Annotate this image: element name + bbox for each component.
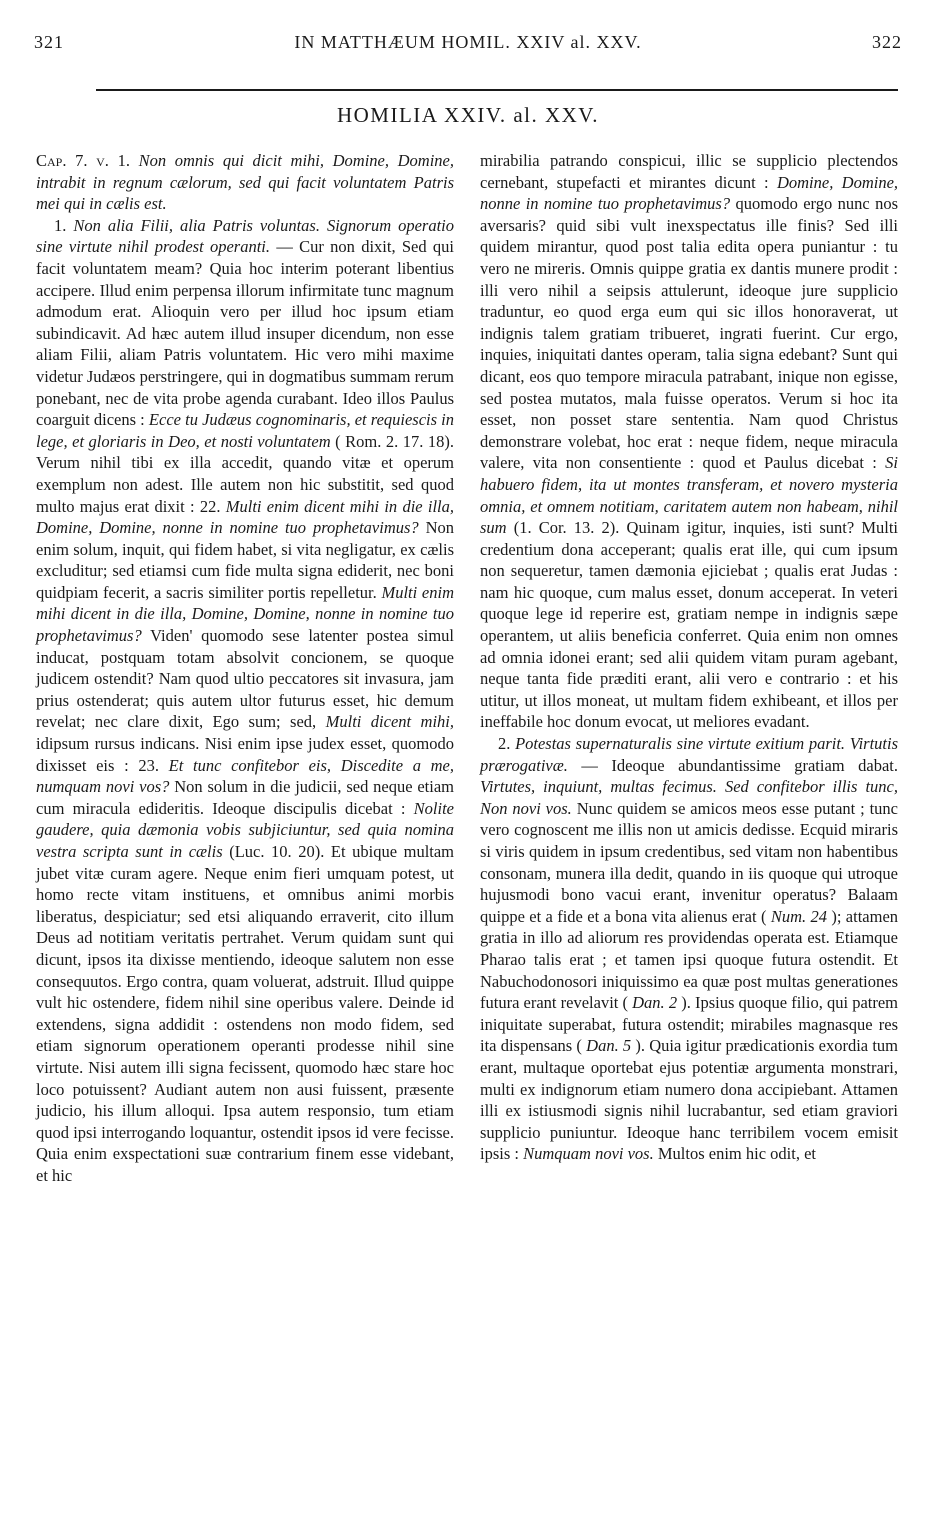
scripture-ref: Dan. 5 — [586, 1036, 632, 1056]
scripture-quote: Numquam novi vos. — [523, 1144, 654, 1164]
right-column — [480, 150, 898, 1165]
body-text: ). Quia igitur prædicationis exordia tum erant, multaque oportebat ejus potentiæ argumenta monstrari, multi ex indignorum etiam numero dona accipiebant. Attamen illi ex istiusmodi signis nihil lucrabantur, sed etiam graviori supplicio puniuntur. Ideoque hanc terribilem vocem emisit ipsis : — [480, 1036, 899, 1164]
continued-paragraph — [480, 150, 898, 733]
body-text: Nunc quidem se amicos meos esse putant ; tunc vero cognoscent me illis non ut amicis dedisse. Ecquid miraris si viris quidem in ipsum credentibus, sed vitam non habentibus consonam, munera illa dedit, quando in iis quoque qui utroque hujusmodi bono vacui erant, invenitur operatus? Balaam quippe et a fide et a bona vita alienus erat ( — [480, 798, 898, 926]
scripture-quote: Si habuero fidem, ita ut montes transferam, et novero mysteria omnia, et omnem notitiam, caritatem autem non habeam, nihil sum — [480, 453, 899, 538]
section-paragraph-1 — [36, 215, 454, 1187]
body-text: Verum nihil tibi ex illa accedit, quando vitæ et operum exemplum non adest. Ille autem non hic substitit, sed quod multo majus erat dixit : 22. — [36, 453, 454, 516]
scripture-quote: Multi enim dicent mihi in die illa, Domine, Domine, nonne in nomine tuo prophetavimus? — [36, 496, 455, 538]
chapter-verse-ref: Cap. 7. v. 1. — [36, 151, 130, 170]
body-text: Viden' quomodo sese latenter postea simul inducat, postquam totam absolvit concionem, se quoque judicem ostendit? Nam quod ultio peccatores sit invasura, jam prius ostenderat; quis autem ultor futurus esset, hic demum revelat; nec clare dixit, Ego sum; sed, — [36, 626, 454, 732]
body-text: ). Ipsius quoque filio, qui patrem iniquitate superabat, futura ostendit; mirabiles magnasque res ita dispensans ( — [480, 993, 899, 1056]
scripture-quote: Multi enim mihi dicent in die illa, Domine, Domine, nonne in nomine tuo prophetavimus? — [36, 582, 455, 646]
scripture-ref: ( Rom. 2. 17. 18). — [335, 431, 454, 451]
scripture-quote: Multi dicent mihi, — [325, 712, 454, 732]
lemma-text: Non omnis qui dicit mihi, Domine, Domine, intrabit in regnum cælorum, sed qui facit voluntatem Patris mei qui in cælis est. — [36, 151, 455, 214]
body-text: quomodo ergo nunc nos aversaris? quid sibi vult inexspectatus ille finis? Sed illi quidem mirantur, quod post talia edita opera puniantur : tu vero ne mireris. Omnis quippe gratia ex dantis munere prodit : illi vero nihil a seipsis attulerunt, ideoque jure supplicio traduntur, eo quod erga eum qui sic illos honoraverat, ut indignis talem gratiam tribueret, ingrati fuerint. Cur ergo, inquies, iniquitati dantes operam, talia signa edebant? Sunt qui dicant, eos quo tempore miracula patrabant, inique non egisse, sed postea mutatos, mala fuisse operatos. Verum si hoc ita esset, non posset stare sententia. Nam quod Christus demonstrare volebat, hoc erat : neque fidem, neque miracula valere, vita non consentiente : quod et Paulus dicebat : — [480, 194, 898, 473]
scripture-quote: Domine, Domine, nonne in nomine tuo prophetavimus? — [480, 172, 899, 214]
section-number: 2. — [498, 734, 511, 754]
running-head — [34, 32, 902, 60]
scripture-ref: (1. Cor. 13. 2). — [513, 518, 620, 538]
scripture-ref: (Luc. 10. 20). — [229, 842, 325, 861]
body-text: Multos enim hic odit, et — [657, 1144, 816, 1164]
body-text: Non enim solum, inquit, qui fidem habet, si vita negligatur, ex cælis excluditur; sed etiamsi cum fide multa signa ediderit, nec boni quidpiam fecerit, a sacris similiter portis repelletur. — [36, 518, 454, 602]
running-head-title: IN MATTHÆUM HOMIL. XXIV al. XXV. — [294, 32, 642, 52]
section-summary: Potestas supernaturalis sine virtute exitium parit. Virtutis prærogativæ. — [480, 734, 899, 775]
scripture-quote: Ecce tu Judæus cognominaris, et requiescis in lege, et gloriaris in Deo, et nosti voluntatem — [36, 410, 455, 451]
scripture-ref: Num. 24 — [770, 906, 827, 926]
homily-title: HOMILIA XXIV. al. XXV. — [336, 103, 600, 127]
left-column — [36, 150, 454, 1187]
page-number-left: 321 — [34, 32, 64, 52]
scripture-quote: Et tunc confitebor eis, Discedite a me, numquam novi vos? — [36, 755, 454, 797]
section-number: 1. — [54, 215, 67, 235]
section-summary: Non alia Filii, alia Patris voluntas. Signorum operatio sine virtute nihil prodest operanti. — [36, 215, 454, 257]
body-text: Non solum in die judicii, sed neque etiam cum miracula edideritis. Ideoque discipulis dicebat : — [36, 777, 455, 818]
section-paragraph-2 — [480, 733, 898, 1165]
body-text: — Ideoque abundantissime gratiam dabat. — [581, 755, 899, 775]
scripture-ref: Dan. 2 — [632, 993, 678, 1013]
lemma-paragraph — [36, 150, 454, 215]
scripture-quote: Virtutes, inquiunt, multas fecimus. Sed confitebor illis tunc, Non novi vos. — [480, 777, 898, 818]
page-number-right: 322 — [872, 32, 902, 52]
body-text: ); attamen gratia in illo ad aliorum res providendas operata est. Etiamque Pharao talis erat ; et tamen ipsi quoque futura ostendit. Et Nabuchodonosori iniquissimo ea quæ post multas generationes futura erant revelavit ( — [480, 906, 899, 1013]
body-text: idipsum rursus indicans. Nisi enim ipse judex esset, quomodo dixisset eis : 23. — [36, 734, 454, 775]
header-rule — [96, 89, 898, 91]
body-text: Quinam igitur, inquies, isti sunt? Multi credentium dona acceperant; qualis erat ille, qui cum ipsum non sequeretur, tamen dæmonia ejiciebat ; qualis erat Judas : nam hic quoque, cum malus esset, donum acceperat. In veteri quoque lege id reperire est, gratiam nempe in indignis sæpe operantem, ut aliis beneficia conferret. Quia enim non omnes ad omnia idonei erant; sed alii quidem vitam puram agebant, neque tanta fide præditi erant, alii vero e contrario : et his utitur, ut illos moneat, ut multam fidem exhibeant, et illos per ineffabile hoc donum evocat, ut meliores evadant. — [480, 518, 898, 732]
body-text: Et ubique multam jubet vitæ curam agere. Neque enim fieri umquam potest, ut homo recte vitam instituens, et omnibus animi morbis liberatus, despiciatur; sed etsi aliquando erraverit, cito illum Deus ad notitiam veritatis pertrahet. Verum quidam sunt qui dicunt, ipsos ita dixisse mentiendo, ideoque salutem non esse consequutos. Ergo contra, quam voluerat, adstruit. Illud quippe vult hic ostendere, fidem nihil sine operibus valere. Deinde id extendens, signa addidit : ostendens non modo fidem, sed etiam signorum operationem operanti prodesse nihil sine virtute. Nisi autem illi signa fecissent, quomodo hæc stare hoc loco potuissent? Audiant autem non ausi fuissent, præsente judicio, his illum alloqui. Ipsa autem responsio, tum etiam quod ipsi interrogando loquantur, ostendit ipsos id vere fecisse. Quia enim exspectationi suæ contrarium finem esse videbant, et hic — [36, 842, 455, 1185]
body-text: mirabilia patrando conspicui, illic se supplicio plectendos cernebant, stupefacti et mirantes dicunt : — [480, 151, 898, 192]
scripture-quote: Nolite gaudere, quia dæmonia vobis subjiciuntur, sed quia nomina vestra scripta sunt in cælis — [36, 798, 454, 861]
body-text: — Cur non dixit, Sed qui facit voluntatem meam? Quia hoc interim poterant libentius accipere. Illud enim perpensa illorum infirmitate tunc magnum admodum erat. Alioquin vero per illud hoc ipsum etiam subindicavit. Ad hæc autem illud insuper dicendum, non esse aliam Filii, aliam Patris voluntatem. Hic vero mihi maxime videtur Judæos perstringere, qui in dogmatibus summam rerum ponebant, nec de vita probe agenda curabant. Ideo illos Paulus coarguit dicens : — [36, 237, 455, 430]
